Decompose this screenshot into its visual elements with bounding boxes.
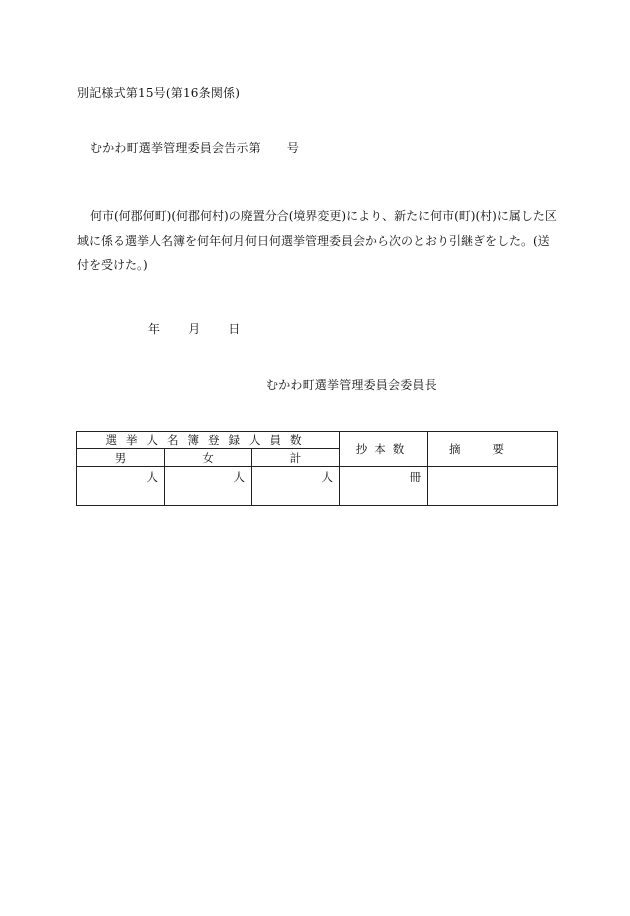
header-registered-count: 選挙人名簿登録人員数: [77, 432, 340, 449]
header-total: 計: [252, 449, 340, 467]
signatory: むかわ町選挙管理委員会委員長: [266, 378, 437, 392]
date-month: 月: [188, 322, 201, 336]
copies-count-cell: [340, 467, 428, 506]
date-year: 年: [148, 322, 161, 336]
total-unit: 人: [321, 470, 334, 484]
header-male: 男: [77, 449, 165, 467]
male-unit: 人: [146, 470, 158, 484]
header-female: 女: [165, 449, 252, 467]
notice-title-text: むかわ町選挙管理委員会告示第: [90, 141, 261, 155]
header-copies: 抄本数: [340, 432, 428, 467]
copies-unit: 冊: [409, 470, 422, 484]
female-count-cell: [165, 467, 252, 506]
total-count-cell: [252, 467, 340, 506]
form-reference: 別記様式第15号(第16条関係): [77, 86, 241, 100]
header-remarks: 摘要: [428, 432, 558, 467]
date-day: 日: [228, 322, 241, 336]
date-line: [148, 320, 241, 337]
female-unit: 人: [233, 470, 245, 484]
transfer-record-table: [76, 431, 558, 506]
male-count-cell: [77, 467, 165, 506]
notice-title: [90, 139, 299, 156]
notice-number-suffix: 号: [286, 141, 300, 155]
remarks-cell: [428, 467, 558, 506]
notice-body-paragraph: 何市(何郡何町)(何郡何村)の廃置分合(境界変更)により、新たに何市(町)(村)に属した区域に係る選挙人名簿を何年何月何日何選挙管理委員会から次のとおり引継ぎをした。(送付を受けた。): [77, 209, 557, 272]
